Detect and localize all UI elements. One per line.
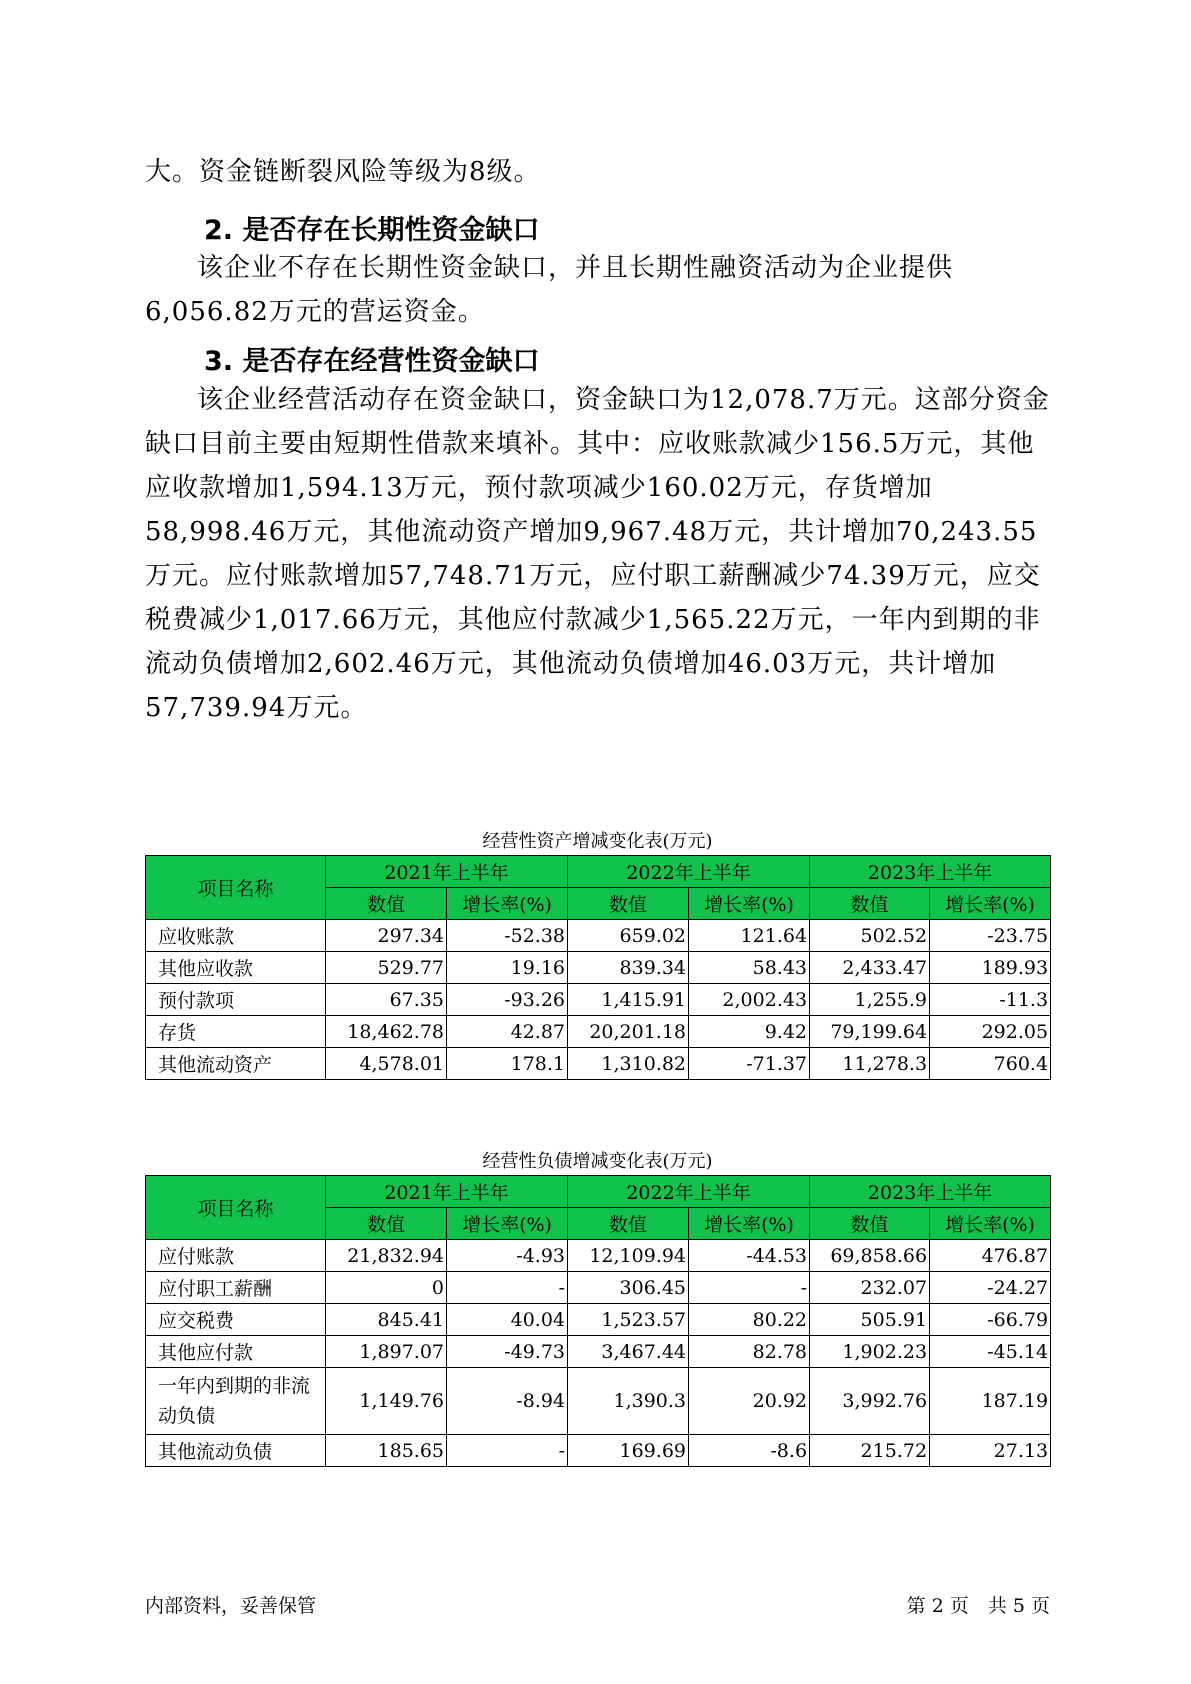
cell-value: -4.93 — [447, 1240, 568, 1272]
table-row — [146, 984, 1051, 1016]
cell-value: 292.05 — [930, 1016, 1051, 1048]
row-name: 其他应收款 — [146, 952, 326, 984]
cell-value: 21,832.94 — [326, 1240, 447, 1272]
table-row — [146, 1304, 1051, 1336]
cell-value: 69,858.66 — [810, 1240, 930, 1272]
heading-operating-gap: 3. 是否存在经营性资金缺口 — [204, 346, 540, 377]
header-value: 数值 — [568, 1208, 689, 1240]
cell-value: -8.6 — [689, 1435, 810, 1467]
row-name: 其他流动资产 — [146, 1048, 326, 1080]
cell-value: 1,310.82 — [568, 1048, 689, 1080]
header-value: 数值 — [326, 888, 447, 920]
header-growth: 增长率(%) — [930, 1208, 1051, 1240]
cell-value: 187.19 — [930, 1368, 1051, 1435]
cell-value: 67.35 — [326, 984, 447, 1016]
cell-value: - — [689, 1272, 810, 1304]
cell-value: -49.73 — [447, 1336, 568, 1368]
cell-value: 11,278.3 — [810, 1048, 930, 1080]
cell-value: 3,467.44 — [568, 1336, 689, 1368]
row-name: 一年内到期的非流动负债 — [146, 1368, 326, 1435]
table-row — [146, 1240, 1051, 1272]
cell-value: 4,578.01 — [326, 1048, 447, 1080]
table-row — [146, 1016, 1051, 1048]
header-value: 数值 — [810, 888, 930, 920]
table-header-row — [146, 1176, 1051, 1208]
row-name: 存货 — [146, 1016, 326, 1048]
cell-value: -44.53 — [689, 1240, 810, 1272]
row-name: 其他流动负债 — [146, 1435, 326, 1467]
cell-value: -24.27 — [930, 1272, 1051, 1304]
cell-value: -23.75 — [930, 920, 1051, 952]
cell-value: 12,109.94 — [568, 1240, 689, 1272]
cell-value: 185.65 — [326, 1435, 447, 1467]
cell-value: 2,002.43 — [689, 984, 810, 1016]
cell-value: 189.93 — [930, 952, 1051, 984]
table-row — [146, 1336, 1051, 1368]
cell-value: 1,523.57 — [568, 1304, 689, 1336]
cell-value: 19.16 — [447, 952, 568, 984]
table-row — [146, 1368, 1051, 1435]
cell-value: 529.77 — [326, 952, 447, 984]
cell-value: 1,897.07 — [326, 1336, 447, 1368]
cell-value: 2,433.47 — [810, 952, 930, 984]
header-value: 数值 — [326, 1208, 447, 1240]
header-growth: 增长率(%) — [689, 888, 810, 920]
table-row — [146, 1048, 1051, 1080]
cell-value: 232.07 — [810, 1272, 930, 1304]
cell-value: 1,390.3 — [568, 1368, 689, 1435]
cell-value: 169.69 — [568, 1435, 689, 1467]
cell-value: - — [447, 1435, 568, 1467]
table-row — [146, 920, 1051, 952]
header-period: 2023年上半年 — [810, 856, 1051, 888]
cell-value: 82.78 — [689, 1336, 810, 1368]
cell-value: 476.87 — [930, 1240, 1051, 1272]
footer-page-number: 第 2 页 共 5 页 — [906, 1595, 1050, 1617]
header-growth: 增长率(%) — [930, 888, 1051, 920]
cell-value: -66.79 — [930, 1304, 1051, 1336]
header-period: 2023年上半年 — [810, 1176, 1051, 1208]
row-name: 预付款项 — [146, 984, 326, 1016]
cell-value: 845.41 — [326, 1304, 447, 1336]
cell-value: 1,255.9 — [810, 984, 930, 1016]
cell-value: 1,149.76 — [326, 1368, 447, 1435]
paragraph-operating-gap: 该企业经营活动存在资金缺口，资金缺口为12,078.7万元。这部分资金缺口目前主要由短期性借款来填补。其中：应收账款减少156.5万元，其他应收款增加1,594.13万元，预付款项减少160.02万元，存货增加58,998.46万元，其他流动资产增加9,967.48万元，共计增加70,243.55万元。应付账款增加57,748.71万元，应付职工薪酬减少74.39万元，应交税费减少1,017.66万元，其他应付款减少1,565.22万元，一年内到期的非流动负债增加2,602.46万元，其他流动负债增加46.03万元，共计增加57,739.94万元。 — [145, 385, 1050, 723]
cell-value: 502.52 — [810, 920, 930, 952]
cell-value: 215.72 — [810, 1435, 930, 1467]
cell-value: 9.42 — [689, 1016, 810, 1048]
cell-value: 20.92 — [689, 1368, 810, 1435]
cell-value: 0 — [326, 1272, 447, 1304]
row-name: 其他应付款 — [146, 1336, 326, 1368]
cell-value: 839.34 — [568, 952, 689, 984]
cell-value: 58.43 — [689, 952, 810, 984]
cell-value: -8.94 — [447, 1368, 568, 1435]
cell-value: - — [447, 1272, 568, 1304]
header-value: 数值 — [568, 888, 689, 920]
cell-value: 3,992.76 — [810, 1368, 930, 1435]
assets-table — [145, 855, 1051, 1080]
cell-value: 1,415.91 — [568, 984, 689, 1016]
cell-value: 1,902.23 — [810, 1336, 930, 1368]
cell-value: 121.64 — [689, 920, 810, 952]
header-value: 数值 — [810, 1208, 930, 1240]
table-row — [146, 1435, 1051, 1467]
cell-value: -11.3 — [930, 984, 1051, 1016]
cell-value: 79,199.64 — [810, 1016, 930, 1048]
cell-value: 297.34 — [326, 920, 447, 952]
header-growth: 增长率(%) — [447, 888, 568, 920]
header-item-name: 项目名称 — [146, 1176, 326, 1240]
cell-value: 80.22 — [689, 1304, 810, 1336]
row-name: 应交税费 — [146, 1304, 326, 1336]
cell-value: 178.1 — [447, 1048, 568, 1080]
table-row — [146, 952, 1051, 984]
table-row — [146, 1272, 1051, 1304]
cell-value: 18,462.78 — [326, 1016, 447, 1048]
liabilities-table — [145, 1175, 1051, 1467]
cell-value: -71.37 — [689, 1048, 810, 1080]
assets-table-caption: 经营性资产增减变化表(万元) — [482, 831, 713, 852]
cell-value: -52.38 — [447, 920, 568, 952]
paragraph-long-term-gap: 该企业不存在长期性资金缺口，并且长期性融资活动为企业提供6,056.82万元的营运资金。 — [145, 253, 954, 327]
header-period: 2021年上半年 — [326, 856, 568, 888]
cell-value: 42.87 — [447, 1016, 568, 1048]
header-growth: 增长率(%) — [447, 1208, 568, 1240]
paragraph-risk-level: 大。资金链断裂风险等级为8级。 — [145, 157, 541, 187]
header-period: 2022年上半年 — [568, 1176, 810, 1208]
liabilities-table-caption: 经营性负债增减变化表(万元) — [482, 1151, 713, 1172]
cell-value: 505.91 — [810, 1304, 930, 1336]
row-name: 应付职工薪酬 — [146, 1272, 326, 1304]
cell-value: 40.04 — [447, 1304, 568, 1336]
cell-value: 760.4 — [930, 1048, 1051, 1080]
footer-confidential: 内部资料，妥善保管 — [145, 1595, 317, 1617]
cell-value: 659.02 — [568, 920, 689, 952]
cell-value: -45.14 — [930, 1336, 1051, 1368]
heading-long-term-gap: 2. 是否存在长期性资金缺口 — [204, 215, 540, 246]
header-item-name: 项目名称 — [146, 856, 326, 920]
header-period: 2021年上半年 — [326, 1176, 568, 1208]
row-name: 应收账款 — [146, 920, 326, 952]
header-growth: 增长率(%) — [689, 1208, 810, 1240]
cell-value: 27.13 — [930, 1435, 1051, 1467]
header-period: 2022年上半年 — [568, 856, 810, 888]
cell-value: 20,201.18 — [568, 1016, 689, 1048]
row-name: 应付账款 — [146, 1240, 326, 1272]
cell-value: 306.45 — [568, 1272, 689, 1304]
table-header-row — [146, 856, 1051, 888]
cell-value: -93.26 — [447, 984, 568, 1016]
